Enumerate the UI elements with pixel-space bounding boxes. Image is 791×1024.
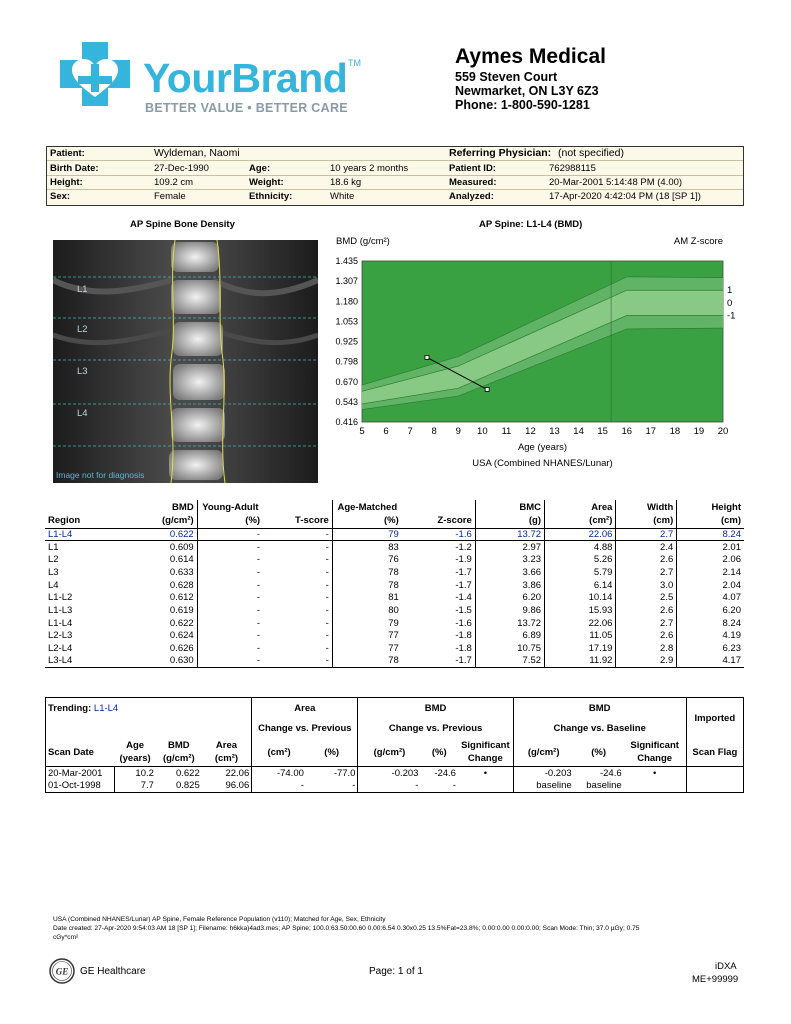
- trend-row: [46, 780, 744, 793]
- results-row: [45, 617, 744, 630]
- results-cell: 0.612: [108, 591, 197, 604]
- chart-x-tick-label: 16: [621, 426, 633, 437]
- trend-cell: -: [420, 780, 458, 793]
- results-cell: 2.7: [616, 528, 677, 541]
- analyzed-value: 17-Apr-2020 4:42:04 PM (18 [SP 1]): [549, 191, 701, 202]
- trend-col-header: Scan Date: [46, 739, 115, 767]
- results-cell: 13.72: [475, 528, 544, 541]
- chart-x-tick-label: 11: [501, 426, 512, 437]
- results-cell: -1.7: [402, 566, 475, 579]
- trend-cell: [686, 780, 743, 793]
- age-value: 10 years 2 months: [330, 163, 409, 174]
- trend-imported-header: Imported: [694, 712, 736, 724]
- results-table: [45, 500, 744, 668]
- chart-x-tick-label: 20: [717, 426, 729, 437]
- results-cell: -1.7: [402, 655, 475, 668]
- results-header-cell: (cm): [677, 514, 744, 528]
- sex-value: Female: [154, 191, 186, 202]
- product-code: ME+99999: [692, 974, 739, 985]
- trend-spacer: [46, 719, 252, 739]
- weight-value: 18.6 kg: [330, 177, 362, 188]
- results-header-cell: Area: [545, 500, 616, 514]
- results-cell: -: [256, 579, 261, 591]
- results-cell: 0.628: [108, 579, 197, 592]
- results-cell: 0.609: [108, 541, 197, 554]
- results-cell: -: [263, 553, 332, 566]
- xray-label-l3: L3: [77, 366, 88, 377]
- results-cell: -: [256, 630, 261, 642]
- measured-label: Measured:: [449, 177, 497, 188]
- chart-right-axis-label: AM Z-score: [673, 236, 723, 247]
- results-cell: -: [263, 591, 332, 604]
- trend-cell: 7.7: [114, 780, 156, 793]
- chart-y-tick-label: 0.543: [335, 396, 358, 407]
- results-header-cell: Z-score: [402, 514, 475, 528]
- spine-xray-graphic: [53, 240, 318, 483]
- trend-bmd-baseline-sub: Change vs. Baseline: [513, 719, 686, 739]
- trend-col-header: (g/cm²): [358, 739, 421, 767]
- results-cell: 2.06: [722, 554, 741, 566]
- results-cell: 8.24: [722, 617, 741, 629]
- results-header-cell: T-score: [263, 514, 332, 528]
- results-cell: -1.6: [402, 617, 475, 630]
- results-cell: 2.7: [616, 617, 677, 630]
- results-cell: 0.622: [108, 528, 197, 541]
- results-cell: -1.7: [402, 579, 475, 592]
- trend-col-header: (%): [306, 739, 358, 767]
- results-cell: 5.79: [545, 566, 616, 579]
- chart-x-tick-label: 6: [383, 426, 389, 437]
- patient-id-value: 762988115: [549, 163, 596, 174]
- results-row: [45, 604, 744, 617]
- results-cell: 80: [388, 604, 399, 616]
- results-row: [45, 579, 744, 592]
- results-cell: 79: [332, 528, 401, 541]
- results-row: [45, 630, 744, 643]
- results-header-cell: [402, 500, 475, 514]
- xray-label-l4: L4: [77, 408, 88, 419]
- results-cell: 2.01: [722, 541, 741, 553]
- results-row: [45, 566, 744, 579]
- trend-table: [45, 697, 744, 793]
- birth-date-value: 27-Dec-1990: [154, 163, 209, 174]
- trend-col-header: Scan Flag: [686, 739, 743, 767]
- results-cell: -1.8: [402, 642, 475, 655]
- chart-y-tick-label: 0.798: [335, 356, 358, 367]
- results-cell: 11.92: [545, 655, 616, 668]
- ethnicity-value: White: [330, 191, 355, 202]
- trend-bmd-header: BMD: [358, 698, 513, 719]
- trend-cell: 10.2: [135, 767, 154, 779]
- trend-cell: [458, 780, 513, 793]
- results-header-cell: BMC: [475, 500, 544, 514]
- results-cell: -: [263, 579, 332, 592]
- results-cell: 15.93: [545, 604, 616, 617]
- chart-x-tick-label: 8: [431, 426, 437, 437]
- chart-z-tick-label: 1: [727, 285, 733, 297]
- results-cell: 77: [388, 630, 399, 642]
- results-cell: L2-L3: [48, 630, 73, 642]
- trend-cell: baseline: [513, 780, 573, 793]
- results-cell: L4: [48, 579, 59, 591]
- results-cell: -: [197, 528, 263, 541]
- results-cell: 2.9: [616, 655, 677, 668]
- results-cell: 78: [388, 566, 399, 578]
- results-row: [45, 541, 744, 554]
- results-cell: 13.72: [475, 617, 544, 630]
- chart-y-tick-label: 1.307: [335, 276, 358, 287]
- results-cell: 6.23: [722, 643, 741, 655]
- results-header-cell: [45, 500, 108, 514]
- chart-x-axis-label: Age (years): [517, 442, 568, 453]
- trend-cell: [686, 767, 743, 780]
- trend-row: [46, 767, 744, 780]
- results-row: [45, 655, 744, 668]
- footer-note-1: USA (Combined NHANES/Lunar) AP Spine, Female Reference Population (v110); Matched for Age, Sex, Ethnicity: [53, 916, 386, 923]
- trend-col-header: (cm²): [252, 739, 306, 767]
- results-cell: 79: [388, 617, 399, 629]
- trend-cell: -77.0: [306, 767, 358, 780]
- results-cell: -: [263, 541, 332, 554]
- results-cell: 3.86: [475, 579, 544, 592]
- trend-cell: 0.825: [156, 780, 202, 793]
- results-cell: -: [263, 617, 332, 630]
- chart-z-tick-label: -1: [727, 310, 736, 322]
- results-header-cell: (%): [332, 514, 401, 528]
- trend-col-header: (%): [574, 739, 624, 767]
- results-cell: 81: [388, 592, 399, 604]
- results-cell: -: [263, 566, 332, 579]
- results-cell: 2.6: [616, 604, 677, 617]
- results-header-cell: BMD: [108, 500, 197, 514]
- trend-cell: •: [458, 767, 513, 780]
- results-cell: L2: [48, 554, 59, 566]
- results-cell: -: [263, 655, 332, 668]
- trend-bmd-baseline-header: BMD: [513, 698, 686, 719]
- trend-cell: -0.203: [544, 767, 572, 779]
- results-cell: 2.6: [616, 553, 677, 566]
- results-cell: 4.19: [722, 630, 741, 642]
- trend-cell: -24.6: [599, 767, 622, 779]
- chart-y-tick-label: 1.053: [335, 316, 358, 327]
- product-name: iDXA: [715, 961, 737, 972]
- chart-x-tick-label: 18: [669, 426, 681, 437]
- results-cell: 11.05: [545, 630, 616, 643]
- trend-area-header: Area: [252, 698, 358, 719]
- bmd-chart: [325, 230, 745, 480]
- results-row: [45, 553, 744, 566]
- results-header-cell: (g/cm²): [108, 514, 197, 528]
- results-cell: 7.52: [475, 655, 544, 668]
- birth-date-label: Birth Date:: [50, 163, 99, 174]
- results-cell: 6.20: [475, 591, 544, 604]
- chart-x-tick-label: 17: [645, 426, 657, 437]
- results-cell: L1-L4: [45, 528, 108, 541]
- results-cell: 0.624: [108, 630, 197, 643]
- clinic-info: [455, 44, 606, 112]
- results-cell: 8.24: [677, 528, 744, 541]
- results-cell: 0.614: [108, 553, 197, 566]
- trend-title-cell: [46, 698, 252, 719]
- results-cell: L1-L4: [48, 617, 73, 629]
- image-panel-title: AP Spine Bone Density: [130, 219, 235, 230]
- chart-title: AP Spine: L1-L4 (BMD): [479, 219, 583, 230]
- results-cell: 17.19: [545, 642, 616, 655]
- chart-x-tick-label: 15: [597, 426, 608, 437]
- results-header-cell: (cm): [616, 514, 677, 528]
- chart-x-tick-label: 13: [549, 426, 560, 437]
- results-cell: 4.17: [677, 655, 744, 668]
- measured-value: 20-Mar-2001 5:14:48 PM (4.00): [549, 177, 683, 188]
- chart-x-tick-label: 5: [359, 426, 365, 437]
- height-value: 109.2 cm: [154, 177, 194, 188]
- results-cell: 2.7: [616, 566, 677, 579]
- referring-label: Referring Physician:: [449, 147, 552, 159]
- results-cell: -1.2: [402, 541, 475, 554]
- results-header-cell: Age-Matched: [337, 501, 398, 513]
- results-cell: -: [263, 528, 332, 541]
- results-row: [45, 528, 744, 541]
- results-cell: L1-L3: [48, 604, 73, 616]
- footer-note-3: cGy*cm²: [53, 934, 79, 941]
- results-cell: -1.8: [402, 630, 475, 643]
- brand-tagline: BETTER VALUE • BETTER CARE: [145, 101, 348, 115]
- trend-cell: 0.622: [175, 767, 200, 779]
- patient-name: Wyldeman, Naomi: [154, 147, 240, 159]
- clinic-address-1: 559 Steven Court: [455, 70, 558, 84]
- chart-x-tick-label: 19: [693, 426, 705, 437]
- results-header-cell: Width: [616, 500, 677, 514]
- trend-cell: -0.203: [391, 767, 419, 779]
- chart-x-tick-label: 10: [477, 426, 488, 437]
- trend-col-header: Significant Change: [458, 739, 513, 767]
- chart-x-tick-label: 9: [455, 426, 461, 437]
- results-header-row: [45, 500, 744, 514]
- trend-col-header: (g/cm²): [513, 739, 573, 767]
- trend-col-header: (%): [420, 739, 458, 767]
- trend-cell: 22.06: [202, 767, 252, 780]
- results-cell: 0.633: [108, 566, 197, 579]
- results-cell: 2.97: [475, 541, 544, 554]
- results-cell: 83: [388, 541, 399, 553]
- results-cell: 4.07: [722, 592, 741, 604]
- trend-col-header: BMD (g/cm²): [156, 739, 202, 767]
- results-cell: L3-L4: [45, 655, 108, 668]
- company-name: GE Healthcare: [80, 966, 146, 977]
- results-cell: -: [263, 642, 332, 655]
- results-cell: -: [256, 617, 261, 629]
- trend-cell: -74.00: [276, 767, 304, 779]
- patient-info-box: [46, 146, 744, 206]
- results-header-cell: Young-Adult: [202, 501, 259, 513]
- trend-cell: -24.6: [434, 767, 456, 779]
- xray-label-l2: L2: [77, 324, 88, 335]
- results-cell: 0.626: [108, 642, 197, 655]
- svg-text:GE: GE: [55, 966, 69, 977]
- trend-cell: 20-Mar-2001: [46, 767, 115, 780]
- results-cell: 0.630: [108, 655, 197, 668]
- results-cell: 0.619: [108, 604, 197, 617]
- chart-x-tick-label: 12: [525, 426, 536, 437]
- sex-label: Sex:: [50, 191, 71, 202]
- results-cell: 9.86: [475, 604, 544, 617]
- results-cell: 2.6: [616, 630, 677, 643]
- results-cell: -: [256, 566, 261, 578]
- results-cell: 77: [388, 643, 399, 655]
- chart-z-tick-label: 0: [727, 297, 733, 309]
- results-cell: -1.4: [402, 591, 475, 604]
- results-cell: 6.14: [545, 579, 616, 592]
- results-cell: -: [256, 604, 261, 616]
- chart-y-tick-label: 0.416: [335, 417, 358, 427]
- results-header-cell: Region: [45, 514, 108, 528]
- results-header-cell: Height: [711, 501, 741, 513]
- clinic-phone: Phone: 1-800-590-1281: [455, 98, 590, 112]
- patient-label: Patient:: [50, 148, 85, 159]
- chart-reference-label: USA (Combined NHANES/Lunar): [472, 458, 613, 469]
- results-cell: 10.75: [475, 642, 544, 655]
- results-cell: 6.20: [722, 604, 741, 616]
- trend-cell: •: [624, 767, 687, 780]
- results-cell: -: [256, 643, 261, 655]
- results-cell: 3.0: [616, 579, 677, 592]
- chart-y-tick-label: 1.435: [335, 256, 358, 266]
- results-cell: 78: [332, 655, 401, 668]
- age-label: Age:: [249, 163, 271, 174]
- chart-y-tick-label: 0.670: [335, 376, 358, 387]
- trend-col-header: Area (cm²): [202, 739, 252, 767]
- results-cell: -: [263, 604, 332, 617]
- referring-value: (not specified): [558, 147, 624, 159]
- results-row: [45, 642, 744, 655]
- trend-cell: baseline: [574, 780, 624, 793]
- results-cell: -: [256, 554, 261, 566]
- results-cell: 2.8: [616, 642, 677, 655]
- results-cell: -1.5: [402, 604, 475, 617]
- results-cell: L1: [48, 541, 59, 553]
- results-cell: L2-L4: [48, 643, 73, 655]
- results-cell: L1-L2: [48, 592, 73, 604]
- footer-notes: [53, 915, 743, 942]
- results-cell: -: [256, 592, 261, 604]
- ethnicity-label: Ethnicity:: [249, 191, 293, 202]
- trend-cell: -: [252, 780, 306, 793]
- chart-y-tick-label: 1.180: [335, 296, 358, 307]
- clinic-address-2: Newmarket, ON L3Y 6Z3: [455, 84, 599, 98]
- trend-region: L1-L4: [93, 702, 119, 714]
- results-header-cell: (cm²): [545, 514, 616, 528]
- brand-name: YourBrand: [143, 55, 348, 101]
- trend-col-header-row: [46, 739, 744, 767]
- trend-cell: -: [306, 780, 358, 793]
- patient-id-label: Patient ID:: [449, 163, 496, 174]
- trend-col-header: Significant Change: [624, 739, 687, 767]
- results-header-cell: (%): [197, 514, 263, 528]
- height-label: Height:: [50, 177, 83, 188]
- results-cell: -: [256, 541, 261, 553]
- page-number: Page: 1 of 1: [369, 966, 423, 977]
- xray-label-l1: L1: [77, 284, 88, 295]
- chart-x-tick-label: 14: [573, 426, 584, 437]
- trend-title: Trending:: [48, 702, 92, 714]
- results-cell: 10.14: [545, 591, 616, 604]
- trend-col-header: Age (years): [114, 739, 156, 767]
- trend-area-sub: Change vs. Previous: [252, 719, 358, 739]
- chart-data-point: [485, 387, 489, 391]
- chart-data-point: [425, 355, 429, 359]
- ge-logo-icon: [49, 958, 75, 984]
- results-cell: 0.622: [108, 617, 197, 630]
- results-cell: -1.6: [402, 528, 475, 541]
- trend-cell: -: [358, 780, 421, 793]
- spine-xray-image: [53, 240, 318, 483]
- chart-y-axis-label: BMD (g/cm²): [336, 236, 390, 247]
- trend-cell: [624, 780, 687, 793]
- footer-note-2: Date created: 27-Apr-2020 9:54:03 AM 18 [SP 1]; Filename: h6kka)4ad3.mes; AP Spine; 100.0:63.50:00.60 0.00:6.54 0.30x0.25 13.5%Fat=23.8%; 0.00:0.00 0.00:0.00; Scan Mode: Thin; 37.0 µGy; 0.75: [53, 925, 640, 932]
- results-cell: 22.06: [545, 528, 616, 541]
- trend-cell: 96.06: [202, 780, 252, 793]
- results-cell: -1.9: [402, 553, 475, 566]
- trend-cell: 01-Oct-1998: [46, 780, 115, 793]
- results-header-cell: [263, 500, 332, 514]
- results-cell: 2.14: [722, 566, 741, 578]
- results-cell: 76: [388, 554, 399, 566]
- weight-label: Weight:: [249, 177, 284, 188]
- chart-y-tick-label: 0.925: [335, 336, 358, 347]
- results-cell: L3: [48, 566, 59, 578]
- results-cell: 2.04: [722, 579, 741, 591]
- trend-bmd-sub: Change vs. Previous: [358, 719, 513, 739]
- results-cell: 22.06: [545, 617, 616, 630]
- clinic-name: Aymes Medical: [455, 45, 606, 68]
- chart-x-tick-label: 7: [407, 426, 413, 437]
- brand-tm: TM: [348, 58, 361, 68]
- results-cell: 78: [388, 579, 399, 591]
- results-row: [45, 591, 744, 604]
- results-header-row: [45, 514, 744, 528]
- image-notice: Image not for diagnosis: [56, 470, 145, 480]
- results-cell: 2.4: [616, 541, 677, 554]
- results-cell: -: [197, 655, 263, 668]
- results-cell: 3.66: [475, 566, 544, 579]
- results-cell: 3.23: [475, 553, 544, 566]
- results-cell: 5.26: [545, 553, 616, 566]
- results-cell: 2.5: [616, 591, 677, 604]
- results-cell: 6.89: [475, 630, 544, 643]
- analyzed-label: Analyzed:: [449, 191, 494, 202]
- results-cell: -: [263, 630, 332, 643]
- results-cell: 4.88: [545, 541, 616, 554]
- results-header-cell: (g): [475, 514, 544, 528]
